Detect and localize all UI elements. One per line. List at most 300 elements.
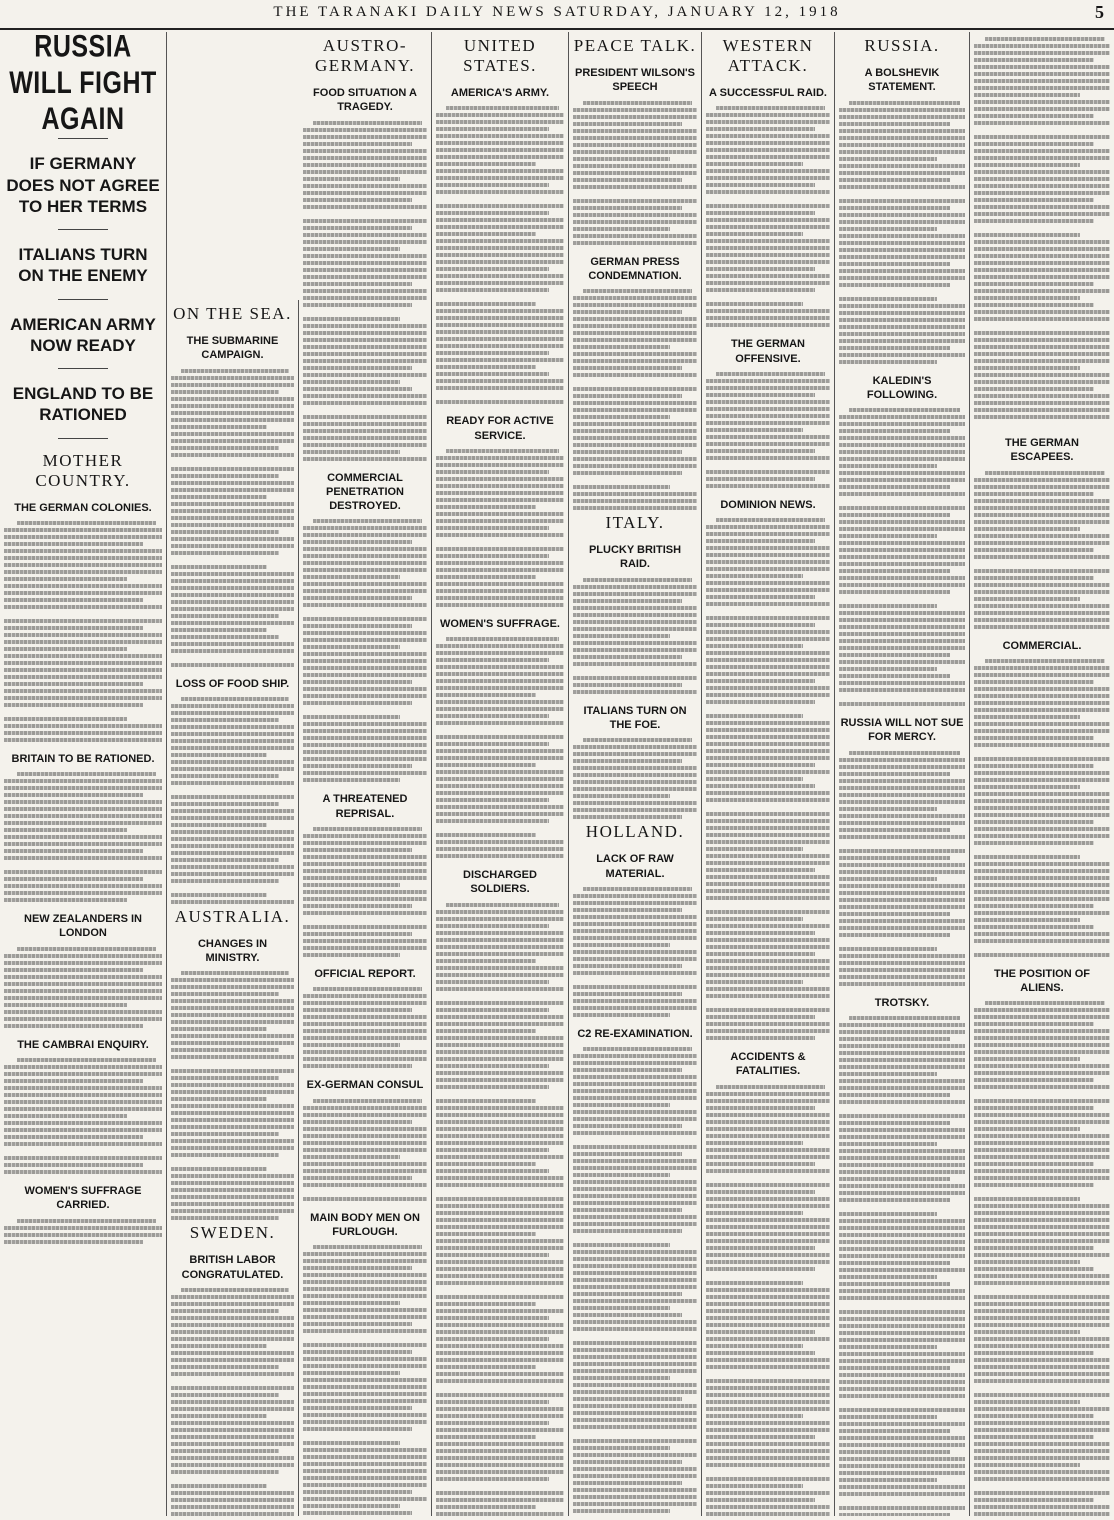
text-line <box>171 753 267 757</box>
text-line <box>303 1399 427 1403</box>
text-line <box>573 331 697 335</box>
text-line <box>706 148 830 152</box>
text-line <box>839 1163 965 1167</box>
text-line <box>974 275 1110 279</box>
text-line <box>974 149 1110 153</box>
text-line <box>171 621 294 625</box>
paragraph-gap <box>436 1288 564 1292</box>
text-line <box>171 572 294 576</box>
text-line <box>573 1481 682 1485</box>
text-line <box>839 443 965 447</box>
text-line <box>839 1345 937 1349</box>
text-line <box>716 372 825 376</box>
text-line <box>974 254 1110 258</box>
text-line <box>839 968 965 972</box>
text-line <box>171 488 294 492</box>
article-body <box>974 471 1110 629</box>
text-line <box>303 743 427 747</box>
text-line <box>839 926 965 930</box>
paragraph-gap <box>706 609 830 613</box>
text-line <box>974 212 1110 216</box>
text-line <box>573 1460 682 1464</box>
text-line <box>436 791 564 795</box>
text-line <box>436 603 564 607</box>
text-line <box>4 1233 162 1237</box>
text-line <box>839 1198 950 1202</box>
text-line <box>839 611 965 615</box>
text-line <box>303 904 412 908</box>
text-line <box>436 1015 564 1019</box>
text-line <box>181 1288 289 1292</box>
text-line <box>839 814 965 818</box>
text-line <box>839 912 950 916</box>
text-line <box>303 841 427 845</box>
text-line <box>974 597 1080 601</box>
text-line <box>706 155 830 159</box>
text-line <box>706 721 830 725</box>
text-line <box>706 1358 830 1362</box>
text-line <box>4 1226 162 1230</box>
text-line <box>171 1069 294 1073</box>
text-line <box>4 1170 162 1174</box>
text-line <box>4 563 162 567</box>
text-line <box>706 176 830 180</box>
text-line <box>4 584 162 588</box>
text-line <box>706 253 830 257</box>
text-line <box>974 1057 1080 1061</box>
text-line <box>303 1176 412 1180</box>
text-line <box>706 1512 830 1516</box>
text-line <box>303 1350 412 1354</box>
column-2 <box>167 300 299 1516</box>
text-line <box>974 694 1110 698</box>
text-line <box>436 344 564 348</box>
text-line <box>839 1254 965 1258</box>
text-line <box>706 428 803 432</box>
text-line <box>17 772 156 776</box>
text-line <box>839 1023 965 1027</box>
text-line <box>706 1435 815 1439</box>
text-line <box>303 1273 427 1277</box>
paragraph-gap <box>974 562 1110 566</box>
text-line <box>706 477 815 481</box>
text-line <box>303 373 427 377</box>
text-line <box>706 190 830 194</box>
text-line <box>839 506 965 510</box>
text-line <box>974 1218 1110 1222</box>
subheadline-3: AMERICAN ARMY NOW READY <box>10 314 156 355</box>
text-line <box>4 1093 162 1097</box>
article-heading: DOMINION NEWS. <box>720 498 816 511</box>
text-line <box>706 386 830 390</box>
text-line <box>436 1365 536 1369</box>
text-line <box>573 499 697 503</box>
article-body <box>974 659 1110 957</box>
paragraph-gap <box>4 1149 162 1153</box>
text-line <box>573 1467 697 1471</box>
text-line <box>573 690 697 694</box>
text-line <box>303 946 427 950</box>
text-line <box>706 421 830 425</box>
text-line <box>573 150 697 154</box>
text-line <box>974 1428 1110 1432</box>
text-line <box>839 1289 965 1293</box>
text-line <box>573 450 682 454</box>
text-line <box>303 897 427 901</box>
article-heading: EX-GERMAN CONSUL <box>306 1079 424 1092</box>
column-3 <box>299 32 432 1516</box>
text-line <box>436 1351 564 1355</box>
paragraph-gap <box>171 1477 294 1481</box>
text-line <box>974 1344 1110 1348</box>
article-body <box>436 106 564 404</box>
article-heading: RUSSIA WILL NOT SUE FOR MERCY. <box>840 717 964 744</box>
text-line <box>303 1008 412 1012</box>
text-line <box>436 763 536 767</box>
text-line <box>303 163 427 167</box>
text-line <box>849 408 960 412</box>
text-line <box>4 842 162 846</box>
text-line <box>436 1449 564 1453</box>
text-line <box>4 703 143 707</box>
column-8 <box>970 32 1114 1516</box>
text-line <box>573 345 670 349</box>
text-line <box>839 122 950 126</box>
text-line <box>4 1135 143 1139</box>
divider <box>58 299 108 300</box>
text-line <box>436 176 564 180</box>
text-line <box>839 1058 965 1062</box>
text-line <box>436 162 536 166</box>
text-line <box>974 352 1110 356</box>
text-line <box>573 122 682 126</box>
text-line <box>573 394 682 398</box>
text-line <box>436 1379 564 1383</box>
text-line <box>436 777 564 781</box>
text-line <box>839 318 965 322</box>
text-line <box>706 539 815 543</box>
paragraph-gap <box>171 1160 294 1164</box>
text-line <box>839 919 965 923</box>
text-line <box>436 379 564 383</box>
text-line <box>706 1505 830 1509</box>
text-line <box>303 1385 427 1389</box>
text-line <box>573 957 697 961</box>
text-line <box>436 672 564 676</box>
text-line <box>436 1022 564 1026</box>
paragraph-gap <box>839 940 965 944</box>
text-line <box>436 1155 564 1159</box>
section-heading: UNITED STATES. <box>463 36 537 75</box>
text-line <box>171 704 294 708</box>
text-line <box>303 631 427 635</box>
text-line <box>706 812 830 816</box>
text-line <box>303 233 427 237</box>
article-heading: THE GERMAN ESCAPEES. <box>1005 437 1079 464</box>
paragraph-gap <box>436 1190 564 1194</box>
text-line <box>839 982 965 986</box>
text-line <box>974 198 1094 202</box>
text-line <box>974 785 1080 789</box>
text-line <box>4 570 162 574</box>
text-line <box>974 890 1110 894</box>
text-line <box>181 369 289 373</box>
text-line <box>573 1404 697 1408</box>
text-line <box>974 855 1080 859</box>
text-line <box>436 1295 564 1299</box>
text-line <box>303 869 427 873</box>
text-line <box>171 1118 294 1122</box>
text-line <box>171 1174 294 1178</box>
text-line <box>446 449 559 453</box>
text-line <box>706 302 803 306</box>
text-line <box>839 1436 965 1440</box>
text-line <box>171 1337 294 1341</box>
text-line <box>436 526 549 530</box>
text-line <box>573 1173 670 1177</box>
text-line <box>171 1209 294 1213</box>
text-line <box>436 1078 564 1082</box>
text-line <box>706 630 830 634</box>
text-line <box>706 260 830 264</box>
text-line <box>303 1050 427 1054</box>
masthead-title: THE TARANAKI DAILY NEWS SATURDAY, JANUARY 12, 1918 <box>273 4 841 20</box>
text-line <box>436 239 564 243</box>
text-line <box>849 101 960 105</box>
text-line <box>171 397 294 401</box>
text-line <box>436 742 549 746</box>
text-line <box>313 1099 422 1103</box>
text-line <box>303 156 427 160</box>
text-line <box>706 1414 803 1418</box>
text-line <box>303 834 427 838</box>
text-line <box>303 750 427 754</box>
article-body <box>303 519 427 782</box>
text-line <box>706 1498 815 1502</box>
text-line <box>974 897 1110 901</box>
paragraph-gap <box>839 290 965 294</box>
text-line <box>706 784 815 788</box>
text-line <box>303 1043 400 1047</box>
article-body <box>303 121 427 461</box>
text-line <box>839 541 965 545</box>
text-line <box>573 317 697 321</box>
text-line <box>303 1106 427 1110</box>
paragraph-gap <box>171 886 294 890</box>
text-line <box>706 1239 830 1243</box>
article-heading: A BOLSHEVIK STATEMENT. <box>864 67 940 94</box>
text-line <box>706 393 815 397</box>
text-line <box>839 415 965 419</box>
text-line <box>706 484 830 488</box>
text-line <box>303 1266 412 1270</box>
text-line <box>4 1163 143 1167</box>
text-line <box>839 297 937 301</box>
paragraph-gap <box>4 863 162 867</box>
text-line <box>839 1415 937 1419</box>
paragraph-gap <box>839 597 965 601</box>
text-line <box>839 1219 965 1223</box>
text-line <box>706 120 830 124</box>
text-line <box>303 1287 427 1291</box>
text-line <box>974 1351 1094 1355</box>
text-line <box>171 1076 279 1080</box>
text-line <box>171 593 294 597</box>
text-line <box>436 372 549 376</box>
text-line <box>171 1449 279 1453</box>
paragraph-gap <box>436 1484 564 1488</box>
text-line <box>436 127 549 131</box>
text-line <box>303 1148 427 1152</box>
text-line <box>573 429 697 433</box>
paragraph-gap <box>573 1236 697 1240</box>
article-body <box>303 1245 427 1516</box>
text-line <box>839 849 965 853</box>
text-line <box>436 330 564 334</box>
text-line <box>839 975 965 979</box>
text-line <box>974 1134 1110 1138</box>
text-line <box>4 877 143 881</box>
text-line <box>573 129 697 133</box>
text-line <box>303 254 427 258</box>
text-line <box>573 655 682 659</box>
text-line <box>839 248 965 252</box>
text-line <box>839 1030 965 1034</box>
text-line <box>974 282 1094 286</box>
text-line <box>181 697 289 701</box>
text-line <box>839 681 965 685</box>
text-line <box>839 1394 965 1398</box>
text-line <box>436 1141 564 1145</box>
text-line <box>303 296 427 300</box>
text-line <box>573 815 682 819</box>
text-line <box>839 961 965 965</box>
text-line <box>303 715 400 719</box>
text-line <box>436 554 549 558</box>
text-line <box>706 127 815 131</box>
text-line <box>171 418 294 422</box>
text-line <box>573 387 697 391</box>
article-heading: READY FOR ACTIVE SERVICE. <box>446 415 554 442</box>
text-line <box>839 702 965 706</box>
article-heading: NEW ZEALANDERS IN LONDON <box>24 913 142 940</box>
text-line <box>573 1257 697 1261</box>
text-line <box>974 107 1110 111</box>
article-heading: CHANGES IN MINISTRY. <box>197 937 268 965</box>
text-line <box>839 206 950 210</box>
text-line <box>974 527 1080 531</box>
text-line <box>436 980 549 984</box>
text-line <box>171 1167 267 1171</box>
text-line <box>171 390 279 394</box>
text-line <box>583 578 692 582</box>
text-line <box>974 1225 1110 1229</box>
paragraph-gap <box>303 1336 427 1340</box>
text-line <box>303 359 427 363</box>
text-line <box>839 1464 965 1468</box>
text-line <box>4 1003 127 1007</box>
text-line <box>974 58 1094 62</box>
text-line <box>706 1449 830 1453</box>
text-line <box>839 108 965 112</box>
text-line <box>706 973 830 977</box>
text-line <box>303 911 427 915</box>
article-heading: BRITAIN TO BE RATIONED. <box>11 752 155 765</box>
text-line <box>573 373 697 377</box>
text-line <box>706 574 803 578</box>
text-line <box>303 247 400 251</box>
text-line <box>303 324 427 328</box>
text-line <box>706 553 830 557</box>
text-line <box>436 721 564 725</box>
text-line <box>974 708 1110 712</box>
text-line <box>573 436 697 440</box>
text-line <box>171 1048 279 1052</box>
text-line <box>303 149 427 153</box>
text-line <box>303 1357 427 1361</box>
text-line <box>171 1006 294 1010</box>
text-line <box>839 1128 965 1132</box>
text-line <box>303 366 412 370</box>
text-line <box>171 985 294 989</box>
text-line <box>706 414 830 418</box>
text-line <box>436 1421 549 1425</box>
text-line <box>436 1470 564 1474</box>
text-line <box>573 157 670 161</box>
text-line <box>171 551 279 555</box>
text-line <box>4 1024 143 1028</box>
text-line <box>706 525 830 529</box>
text-line <box>573 1299 697 1303</box>
text-line <box>303 1511 412 1515</box>
text-line <box>839 234 965 238</box>
paragraph-gap <box>303 918 427 922</box>
text-line <box>303 1301 400 1305</box>
text-line <box>436 589 564 593</box>
paragraph-gap <box>706 1274 830 1278</box>
text-line <box>974 834 1110 838</box>
article-heading: ACCIDENTS & FATALITIES. <box>730 1051 806 1078</box>
text-line <box>974 1183 1094 1187</box>
text-line <box>974 911 1110 915</box>
text-line <box>573 1229 682 1233</box>
text-line <box>436 1407 564 1411</box>
text-line <box>303 1022 427 1026</box>
text-line <box>436 945 564 949</box>
text-line <box>974 1008 1110 1012</box>
text-line <box>706 281 830 285</box>
text-line <box>839 807 937 811</box>
text-line <box>573 1495 697 1499</box>
text-line <box>706 1477 830 1481</box>
text-line <box>436 1148 549 1152</box>
text-line <box>573 296 697 300</box>
text-line <box>974 394 1110 398</box>
text-line <box>436 1358 564 1362</box>
text-line <box>436 651 564 655</box>
text-line <box>706 994 830 998</box>
text-line <box>706 1456 830 1460</box>
text-line <box>706 1267 815 1271</box>
article-body <box>436 449 564 607</box>
text-line <box>974 1162 1094 1166</box>
text-line <box>974 310 1110 314</box>
text-line <box>573 943 670 947</box>
text-line <box>436 225 564 229</box>
text-line <box>706 442 830 446</box>
text-line <box>303 575 400 579</box>
text-line <box>974 359 1110 363</box>
